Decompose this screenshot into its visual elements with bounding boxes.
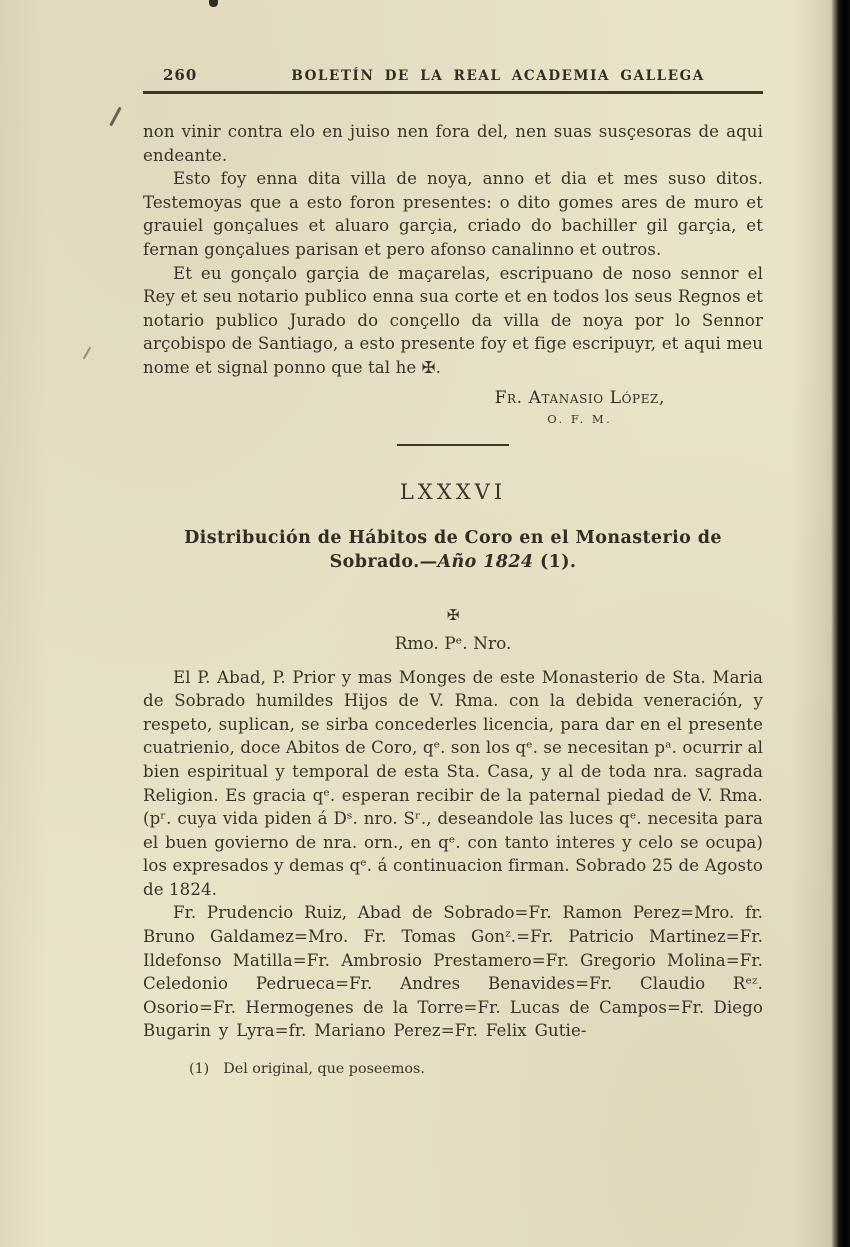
- section-title: [143, 526, 763, 574]
- ink-speck: [209, 0, 218, 7]
- section-divider: [397, 444, 509, 446]
- signature-block: [495, 388, 665, 426]
- signature-name: Fr. Atanasio López,: [494, 387, 665, 408]
- journal-title: BOLETÍN DE LA REAL ACADEMIA GALLEGA: [291, 68, 705, 84]
- section-title-line2-prefix: Sobrado.—: [329, 551, 438, 572]
- page-content: [143, 66, 763, 1077]
- section-number: LXXXVI: [399, 479, 507, 504]
- section-title-line2-year: Año 1824: [437, 551, 534, 572]
- paragraph-testimony: Esto foy enna dita villa de noya, anno et dia et mes suso ditos. Testemoyas que a esto foron presentes: o dito gomes ares de muro et grauiel gonçalues et aluaro garçia, criado do bachiller gil garçia, et fernan gonçalues parisan et pero afonso canalinno et outros.: [143, 169, 763, 259]
- petition-paragraph: El P. Abad, P. Prior y mas Monges de este Monasterio de Sta. Maria de Sobrado humildes Hijos de V. Rma. con la debida veneración, y respeto, suplican, se sirba concederles licencia, para dar en el presente cuatrienio, doce Abitos de Coro, qᵉ. son los qᵉ. se necesitan pᵃ. ocurrir al bien espiritual y temporal de esta Sta. Casa, y al de toda nra. sagrada Religion. Es gracia qᵉ. esperan recibir de la paternal piedad de V. Rma. (pʳ. cuya vida piden á Dˢ. nro. Sʳ., deseandole las luces qᵉ. necesita para el buen govierno de nra. orn., en qᵉ. con tanto interes y celo se ocupa) los expresados y demas qᵉ. á continuacion firman. Sobrado 25 de Agosto de 1824.: [143, 667, 763, 899]
- footnote-marker: (1): [189, 1061, 210, 1078]
- pen-mark-upper: [109, 107, 122, 127]
- book-spine-shadow: [831, 0, 850, 1247]
- paragraph-notary: Et eu gonçalo garçia de maçarelas, escripuano de noso sennor el Rey et seu notario publico enna sua corte et en todos los seus Regnos et notario publico Jurado do conçello da villa de noya por lo Sennor arçobispo de Santiago, a esto presente foy et fige escripuyr, et aqui meu nome et signal ponno que tal he ✠.: [143, 263, 763, 377]
- pen-mark-lower: [83, 346, 92, 359]
- page-number: 260: [163, 66, 198, 84]
- salutation: Rmo. Pᵉ. Nro.: [394, 633, 512, 654]
- signatories-paragraph: Fr. Prudencio Ruiz, Abad de Sobrado=Fr. Ramon Perez=Mro. fr. Bruno Galdamez=Mro. Fr. Tomas Gonᶻ.=Fr. Patricio Martinez=Fr. Ildefonso Matilla=Fr. Ambrosio Prestamero=Fr. Gregorio Molina=Fr. Celedonio Pedrueca=Fr. Andres Benavides=Fr. Claudio Rᵉᶻ. Osorio=Fr. Hermogenes de la Torre=Fr. Lucas de Campos=Fr. Diego Bugarin y Lyra=fr. Mariano Perez=Fr. Felix Gutie-: [143, 903, 763, 1041]
- signature-order: O. F. M.: [547, 411, 613, 426]
- footnote: [143, 1061, 763, 1077]
- cross-icon: ✠: [446, 605, 460, 624]
- footnote-text: Del original, que poseemos.: [223, 1061, 425, 1078]
- header-rule: [143, 91, 763, 94]
- page-header: [143, 66, 763, 84]
- paragraph-continuation: non vinir contra elo en juiso nen fora del, nen suas susçesoras de aqui endeante.: [143, 122, 763, 165]
- section-title-line2-suffix: (1).: [533, 551, 577, 572]
- section-title-line1: Distribución de Hábitos de Coro en el Monasterio de: [184, 527, 722, 548]
